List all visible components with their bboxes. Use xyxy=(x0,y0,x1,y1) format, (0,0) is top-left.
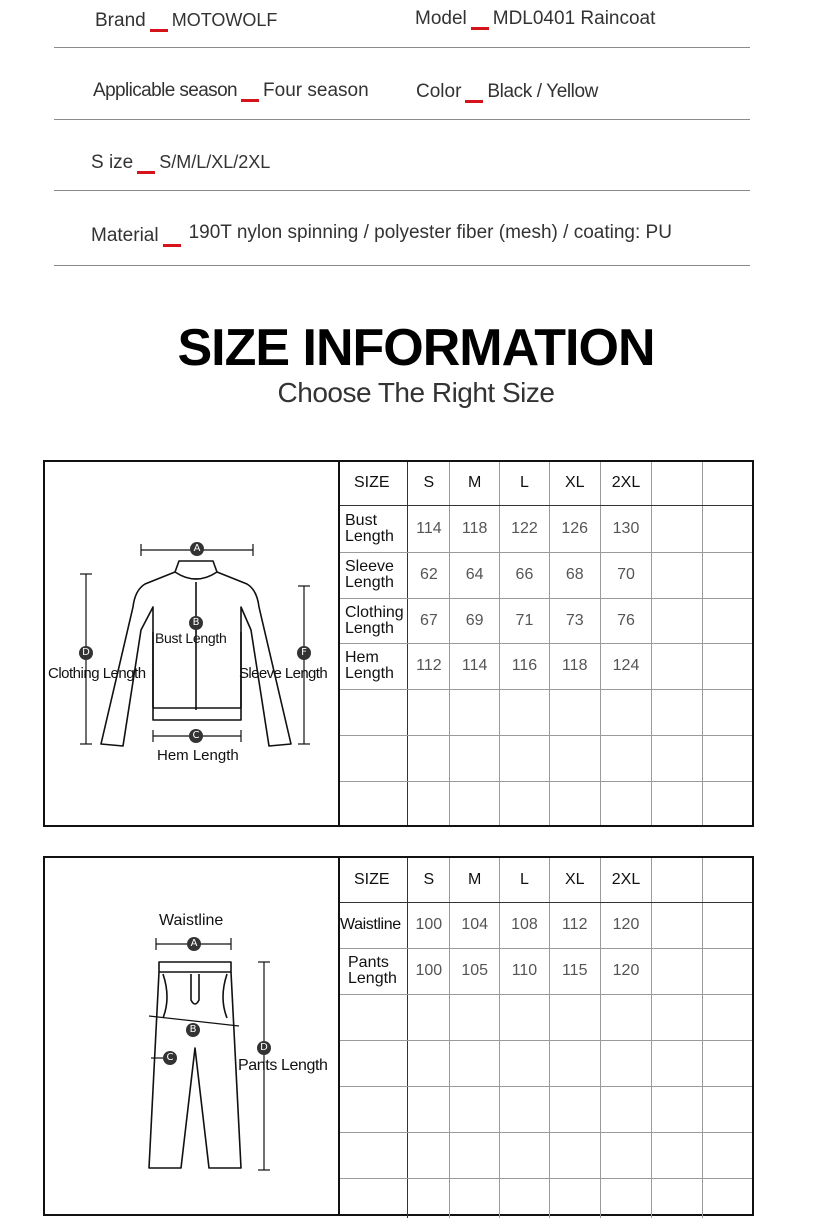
table-header-row xyxy=(340,858,752,902)
divider xyxy=(54,265,750,266)
spec-value: S/M/L/XL/2XL xyxy=(159,152,271,172)
empty-cell xyxy=(500,1040,550,1086)
empty-cell xyxy=(408,994,450,1040)
marker-c-icon: C xyxy=(189,729,203,743)
empty-cell xyxy=(340,1178,408,1218)
empty-cell xyxy=(408,1132,450,1178)
empty-cell xyxy=(652,1178,703,1218)
marker-c-icon: C xyxy=(163,1051,177,1065)
marker-f-icon: F xyxy=(297,646,311,660)
empty-cell xyxy=(500,994,550,1040)
table-row xyxy=(340,552,752,598)
header-size: SIZE xyxy=(340,858,408,902)
table-cell: 118 xyxy=(549,643,600,689)
divider xyxy=(54,47,750,48)
spec-label: S ize xyxy=(91,152,134,173)
jacket-size-box xyxy=(43,460,754,827)
empty-cell xyxy=(702,948,752,994)
spec-label: Applicable season xyxy=(93,80,238,101)
spec-label: Color xyxy=(416,81,462,102)
spec-value: 190T nylon spinning / polyester fiber (mesh) / coating: PU xyxy=(188,222,672,243)
empty-cell xyxy=(652,552,703,598)
spec-brand xyxy=(95,10,277,32)
empty-cell xyxy=(600,1086,652,1132)
empty-cell xyxy=(702,1132,752,1178)
empty-cell xyxy=(702,781,752,825)
table-row xyxy=(340,505,752,552)
empty-cell xyxy=(702,552,752,598)
table-cell: 122 xyxy=(500,505,550,552)
empty-cell xyxy=(702,994,752,1040)
table-cell: 116 xyxy=(500,643,550,689)
table-cell: 115 xyxy=(549,948,600,994)
marker-a-icon: A xyxy=(190,542,204,556)
empty-cell xyxy=(652,781,703,825)
table-cell: 108 xyxy=(500,902,550,948)
empty-cell xyxy=(450,689,500,735)
empty-cell xyxy=(652,948,703,994)
row-label: Clothing Length xyxy=(340,598,408,643)
table-cell: 100 xyxy=(408,902,450,948)
empty-cell xyxy=(500,735,550,781)
marker-d-icon: D xyxy=(257,1041,271,1055)
table-cell: 68 xyxy=(549,552,600,598)
empty-cell xyxy=(408,1040,450,1086)
empty-cell xyxy=(652,902,703,948)
table-cell: 118 xyxy=(450,505,500,552)
table-row xyxy=(340,1178,752,1218)
marker-b-icon: B xyxy=(186,1023,200,1037)
empty-cell xyxy=(702,689,752,735)
red-dash-icon xyxy=(150,29,168,32)
red-dash-icon xyxy=(163,244,181,247)
empty-cell xyxy=(702,643,752,689)
spec-size xyxy=(91,152,270,174)
empty-cell xyxy=(340,735,408,781)
empty-cell xyxy=(600,1132,652,1178)
table-cell: 114 xyxy=(450,643,500,689)
empty-cell xyxy=(450,1178,500,1218)
empty-cell xyxy=(702,902,752,948)
empty-cell xyxy=(652,1132,703,1178)
empty-cell xyxy=(450,1132,500,1178)
table-cell: 73 xyxy=(549,598,600,643)
empty-cell xyxy=(500,781,550,825)
table-row xyxy=(340,598,752,643)
empty-cell xyxy=(408,689,450,735)
spec-label: Model xyxy=(415,8,467,29)
empty-cell xyxy=(652,735,703,781)
empty-cell xyxy=(702,1086,752,1132)
header-cell: L xyxy=(500,858,550,902)
empty-cell xyxy=(408,1178,450,1218)
spec-model xyxy=(415,8,655,30)
hem-length-label: Hem Length xyxy=(157,747,239,764)
empty-cell xyxy=(450,1086,500,1132)
table-cell: 120 xyxy=(600,948,652,994)
marker-d-icon: D xyxy=(79,646,93,660)
table-header-row xyxy=(340,462,752,505)
row-label: Pants Length xyxy=(340,948,408,994)
empty-cell xyxy=(340,1132,408,1178)
red-dash-icon xyxy=(465,100,483,103)
table-cell: 76 xyxy=(600,598,652,643)
marker-a-icon: A xyxy=(187,937,201,951)
table-cell: 124 xyxy=(600,643,652,689)
empty-cell xyxy=(652,643,703,689)
table-cell: 130 xyxy=(600,505,652,552)
empty-cell xyxy=(549,1178,600,1218)
red-dash-icon xyxy=(137,171,155,174)
header-cell: S xyxy=(408,462,450,505)
empty-cell xyxy=(652,462,703,505)
table-row xyxy=(340,1086,752,1132)
table-cell: 100 xyxy=(408,948,450,994)
row-label: Hem Length xyxy=(340,643,408,689)
empty-cell xyxy=(652,598,703,643)
waistline-label: Waistline xyxy=(159,912,224,929)
pants-size-table xyxy=(340,858,752,1218)
table-row xyxy=(340,1132,752,1178)
red-dash-icon xyxy=(471,27,489,30)
empty-cell xyxy=(340,781,408,825)
empty-cell xyxy=(340,1086,408,1132)
header-cell: M xyxy=(450,462,500,505)
spec-value: MDL0401 Raincoat xyxy=(492,8,656,29)
bust-length-label: Bust Length xyxy=(155,630,227,646)
header-cell: S xyxy=(408,858,450,902)
empty-cell xyxy=(340,689,408,735)
table-cell: 66 xyxy=(500,552,550,598)
pants-size-box xyxy=(43,856,754,1216)
empty-cell xyxy=(600,735,652,781)
empty-cell xyxy=(450,735,500,781)
empty-cell xyxy=(549,1040,600,1086)
empty-cell xyxy=(652,1040,703,1086)
spec-value: MOTOWOLF xyxy=(171,10,278,30)
empty-cell xyxy=(549,994,600,1040)
marker-b-icon: B xyxy=(189,616,203,630)
empty-cell xyxy=(600,689,652,735)
empty-cell xyxy=(408,781,450,825)
table-cell: 105 xyxy=(450,948,500,994)
empty-cell xyxy=(702,735,752,781)
table-cell: 126 xyxy=(549,505,600,552)
empty-cell xyxy=(652,994,703,1040)
empty-cell xyxy=(702,1178,752,1218)
table-cell: 114 xyxy=(408,505,450,552)
divider xyxy=(54,119,750,120)
jacket-diagram xyxy=(45,462,340,825)
empty-cell xyxy=(408,735,450,781)
empty-cell xyxy=(549,1086,600,1132)
table-row xyxy=(340,643,752,689)
table-row xyxy=(340,948,752,994)
empty-cell xyxy=(600,1040,652,1086)
empty-cell xyxy=(408,1086,450,1132)
table-cell: 104 xyxy=(450,902,500,948)
empty-cell xyxy=(500,1086,550,1132)
empty-cell xyxy=(549,1132,600,1178)
spec-color xyxy=(416,81,598,103)
table-cell: 120 xyxy=(600,902,652,948)
spec-season xyxy=(93,80,369,102)
header-cell: XL xyxy=(549,462,600,505)
empty-cell xyxy=(702,1040,752,1086)
empty-cell xyxy=(500,1132,550,1178)
header-cell: 2XL xyxy=(600,858,652,902)
header-cell: 2XL xyxy=(600,462,652,505)
empty-cell xyxy=(702,462,752,505)
row-label: Bust Length xyxy=(340,505,408,552)
spec-value: Black / Yellow xyxy=(487,81,598,102)
empty-cell xyxy=(652,505,703,552)
table-cell: 112 xyxy=(549,902,600,948)
pants-length-label: Pants Length xyxy=(238,1057,328,1074)
table-cell: 67 xyxy=(408,598,450,643)
row-label: Waistline xyxy=(340,902,408,948)
sleeve-length-label: Sleeve Length xyxy=(239,665,328,682)
empty-cell xyxy=(702,598,752,643)
table-cell: 71 xyxy=(500,598,550,643)
table-row xyxy=(340,902,752,948)
table-row xyxy=(340,781,752,825)
table-cell: 69 xyxy=(450,598,500,643)
empty-cell xyxy=(600,781,652,825)
empty-cell xyxy=(549,781,600,825)
red-dash-icon xyxy=(241,99,259,102)
table-row xyxy=(340,1040,752,1086)
section-title: SIZE INFORMATION xyxy=(177,319,655,377)
empty-cell xyxy=(652,858,703,902)
row-label: Sleeve Length xyxy=(340,552,408,598)
table-cell: 112 xyxy=(408,643,450,689)
table-row xyxy=(340,994,752,1040)
empty-cell xyxy=(600,994,652,1040)
divider xyxy=(54,190,750,191)
clothing-length-label: Clothing Length xyxy=(48,665,146,682)
table-cell: 70 xyxy=(600,552,652,598)
table-cell: 64 xyxy=(450,552,500,598)
empty-cell xyxy=(702,505,752,552)
pants-diagram xyxy=(45,858,340,1214)
empty-cell xyxy=(652,1086,703,1132)
header-cell: L xyxy=(500,462,550,505)
empty-cell xyxy=(600,1178,652,1218)
table-row xyxy=(340,735,752,781)
empty-cell xyxy=(549,689,600,735)
empty-cell xyxy=(340,1040,408,1086)
spec-label: Material xyxy=(91,225,159,246)
spec-label: Brand xyxy=(95,10,146,31)
empty-cell xyxy=(450,994,500,1040)
empty-cell xyxy=(340,994,408,1040)
spec-value: Four season xyxy=(263,80,369,101)
table-cell: 62 xyxy=(408,552,450,598)
header-cell: M xyxy=(450,858,500,902)
empty-cell xyxy=(500,1178,550,1218)
empty-cell xyxy=(652,689,703,735)
empty-cell xyxy=(702,858,752,902)
spec-material xyxy=(91,222,672,247)
empty-cell xyxy=(500,689,550,735)
header-size: SIZE xyxy=(340,462,408,505)
empty-cell xyxy=(450,781,500,825)
table-row xyxy=(340,689,752,735)
empty-cell xyxy=(450,1040,500,1086)
table-cell: 110 xyxy=(500,948,550,994)
section-subtitle: Choose The Right Size xyxy=(277,377,555,408)
empty-cell xyxy=(549,735,600,781)
header-cell: XL xyxy=(549,858,600,902)
jacket-size-table xyxy=(340,462,752,825)
